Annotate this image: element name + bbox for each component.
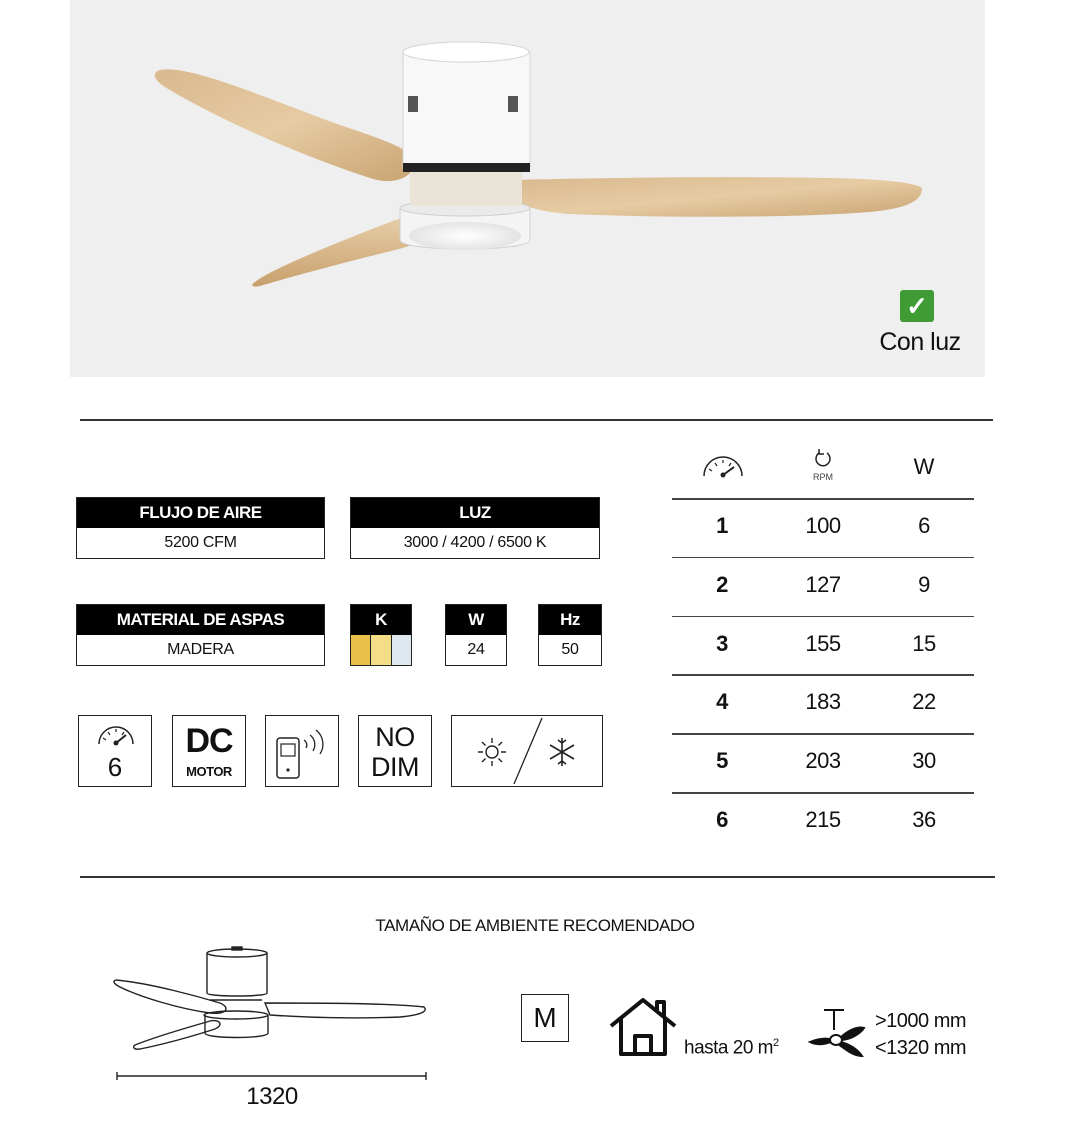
blade-material-spec: [76, 604, 325, 666]
table-cell-w: 6: [918, 513, 930, 538]
table-divider: [672, 674, 974, 676]
remote-control-icon: [274, 724, 334, 782]
summer-winter-feature: [451, 715, 603, 787]
kelvin-swatch-warm: [351, 635, 371, 665]
kelvin-spec: [350, 604, 412, 666]
dc-motor-bottom: MOTOR: [186, 764, 232, 779]
table-cell-speed: 2: [716, 571, 728, 597]
table-cell-speed: 3: [716, 630, 728, 656]
summer-winter-icons: [452, 716, 602, 786]
table-cell-w: 9: [918, 571, 930, 597]
airflow-label: FLUJO DE AIRE: [77, 498, 324, 528]
divider-top: [80, 419, 993, 421]
room-size-letter: M: [533, 1002, 557, 1033]
kelvin-swatch-cool: [392, 635, 411, 665]
table-cell-w: 30: [912, 748, 936, 774]
rpm-header: RPM: [813, 472, 833, 482]
table-cell-rpm: 100: [805, 513, 841, 538]
table-cell-speed: 4: [716, 689, 728, 715]
house-icon: [607, 994, 679, 1058]
table-cell-speed: 5: [716, 748, 728, 774]
kelvin-swatch-neutral: [371, 635, 391, 665]
divider-bottom: [80, 876, 995, 878]
table-cell-w: 36: [912, 807, 936, 832]
room-area: [684, 1037, 779, 1059]
light-check-icon: ✓: [900, 290, 934, 322]
airflow-spec: [76, 497, 325, 559]
table-cell-rpm: 155: [805, 630, 841, 656]
watts-header: W: [913, 454, 935, 479]
watts-label: W: [446, 605, 506, 635]
hertz-label: Hz: [539, 605, 601, 635]
table-cell-rpm: 203: [805, 748, 841, 774]
table-divider: [672, 733, 974, 735]
table-cell-rpm: 183: [805, 689, 841, 715]
no-dim-bottom: DIM: [371, 752, 419, 782]
room-size-letter-box: [521, 994, 569, 1042]
table-divider: [672, 498, 974, 500]
speedometer-icon: [95, 722, 137, 748]
room-size-title: TAMAÑO DE AMBIENTE RECOMENDADO: [375, 916, 695, 935]
dc-motor-top: DC: [185, 722, 233, 760]
speeds-feature: [78, 715, 152, 787]
dc-motor-feature: [172, 715, 246, 787]
fan-dimension-drawing: [110, 945, 440, 1085]
table-cell-speed: 1: [716, 513, 728, 538]
table-cell-rpm: 127: [805, 571, 841, 597]
rpm-rotation-icon: [813, 448, 833, 468]
room-area-unit-sup: 2: [773, 1037, 779, 1049]
table-cell-w: 15: [912, 630, 936, 656]
hertz-spec: [538, 604, 602, 666]
table-cell-speed: 6: [716, 807, 728, 832]
blade-material-label: MATERIAL DE ASPAS: [77, 605, 324, 635]
speed-column-icon: [700, 452, 746, 480]
light-check-label: Con luz: [879, 328, 961, 356]
table-divider: [672, 557, 974, 559]
kelvin-label: K: [351, 605, 411, 635]
watts-value: 24: [467, 641, 485, 658]
height-min: >1000 mm: [875, 1010, 967, 1032]
table-divider: [672, 616, 974, 618]
sun-icon: [478, 738, 506, 766]
ceiling-fan-image: [70, 0, 985, 377]
light-value: 3000 / 4200 / 6500 K: [403, 534, 547, 551]
table-divider: [672, 792, 974, 794]
watts-spec: [445, 604, 507, 666]
table-cell-w: 22: [912, 689, 936, 715]
blade-material-value: MADERA: [167, 641, 234, 658]
kelvin-swatches: [351, 635, 411, 665]
fan-diameter: 1320: [246, 1083, 298, 1110]
speeds-count: 6: [107, 752, 123, 782]
no-dim-top: NO: [375, 722, 415, 752]
remote-control-feature: [265, 715, 339, 787]
height-max: <1320 mm: [875, 1037, 967, 1059]
table-cell-rpm: 215: [805, 807, 841, 832]
product-photo: [70, 0, 985, 377]
light-label: LUZ: [351, 498, 599, 528]
airflow-value: 5200 CFM: [164, 534, 237, 551]
room-area-text: hasta 20 m: [684, 1037, 773, 1059]
hertz-value: 50: [561, 641, 579, 658]
no-dim-feature: [358, 715, 432, 787]
ceiling-height-fan-icon: [806, 1008, 868, 1060]
snowflake-icon: [550, 738, 574, 766]
light-spec: [350, 497, 600, 559]
